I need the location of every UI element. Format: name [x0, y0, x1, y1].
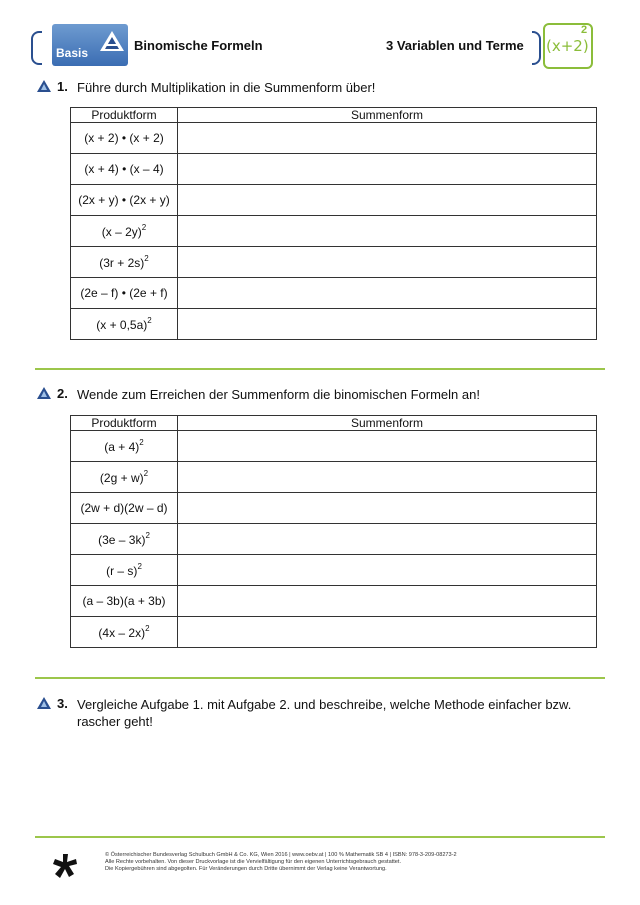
publisher-logo-icon	[50, 852, 80, 882]
product-form-cell	[71, 216, 178, 247]
table-row	[71, 278, 597, 309]
formula-logo-exponent: 2	[581, 24, 588, 36]
sum-form-answer-cell[interactable]	[178, 309, 597, 340]
task1-instruction: Führe durch Multiplikation in die Summenform über!	[77, 80, 376, 95]
product-form-term: (4x – 2x)	[98, 626, 146, 640]
section-divider	[35, 368, 605, 370]
table-row	[71, 555, 597, 586]
table-row	[71, 462, 597, 493]
product-form-term: (x + 2) • (x + 2)	[84, 131, 164, 145]
task1-table	[70, 107, 597, 340]
task2-table	[70, 415, 597, 648]
product-form-term: (x + 4) • (x – 4)	[84, 162, 164, 176]
exponent: 2	[143, 469, 149, 478]
sum-form-answer-cell[interactable]	[178, 586, 597, 617]
level-badge-label: Basis	[56, 46, 89, 60]
section-divider	[35, 836, 605, 838]
table-row	[71, 309, 597, 340]
table-header-row	[71, 108, 597, 123]
product-form-cell	[71, 309, 178, 340]
task2-number: 2.	[57, 386, 68, 401]
product-form-cell	[71, 431, 178, 462]
column-header-product: Produktform	[71, 416, 178, 431]
formula-logo-base: (x+2)	[546, 37, 589, 55]
sum-form-answer-cell[interactable]	[178, 493, 597, 524]
exponent: 2	[145, 531, 150, 540]
task1-number: 1.	[57, 79, 68, 94]
chapter-title: 3 Variablen und Terme	[386, 38, 524, 53]
exponent: 2	[147, 316, 152, 325]
sum-form-answer-cell[interactable]	[178, 278, 597, 309]
product-form-cell	[71, 185, 178, 216]
table-row	[71, 586, 597, 617]
product-form-cell	[71, 555, 178, 586]
table-row	[71, 617, 597, 648]
footer-copyright	[105, 852, 565, 873]
table-row	[71, 431, 597, 462]
triangle-level-icon	[37, 697, 51, 709]
column-header-sum: Summenform	[178, 416, 597, 431]
column-header-product: Produktform	[71, 108, 178, 123]
product-form-term: (x – 2y)	[101, 225, 142, 239]
sum-form-answer-cell[interactable]	[178, 216, 597, 247]
product-form-term: (2x + y) • (2x + y)	[78, 193, 170, 207]
exponent: 2	[137, 562, 142, 571]
product-form-cell	[71, 524, 178, 555]
sum-form-answer-cell[interactable]	[178, 154, 597, 185]
section-divider	[35, 677, 605, 679]
sum-form-answer-cell[interactable]	[178, 123, 597, 154]
product-form-cell	[71, 278, 178, 309]
exponent: 2	[145, 624, 150, 633]
task3-instruction-line2: rascher geht!	[77, 714, 153, 729]
triangle-level-icon	[37, 387, 51, 399]
exponent: 2	[139, 438, 144, 447]
product-form-term: (3e – 3k)	[98, 533, 146, 547]
triangle-level-icon	[37, 80, 51, 92]
worksheet-title: Binomische Formeln	[134, 38, 263, 53]
sum-form-answer-cell[interactable]	[178, 247, 597, 278]
task2-instruction: Wende zum Erreichen der Summenform die binomischen Formeln an!	[77, 387, 480, 402]
column-header-sum: Summenform	[178, 108, 597, 123]
sum-form-answer-cell[interactable]	[178, 431, 597, 462]
table-header-row	[71, 416, 597, 431]
table-row	[71, 185, 597, 216]
product-form-term: (x + 0,5a)	[96, 318, 148, 332]
product-form-cell	[71, 617, 178, 648]
product-form-term: (3r + 2s)	[99, 256, 145, 270]
sum-form-answer-cell[interactable]	[178, 462, 597, 493]
product-form-cell	[71, 247, 178, 278]
exponent: 2	[144, 254, 149, 263]
product-form-cell	[71, 123, 178, 154]
product-form-cell	[71, 154, 178, 185]
table-row	[71, 216, 597, 247]
table-row	[71, 123, 597, 154]
task3-number: 3.	[57, 696, 68, 711]
product-form-term: (r – s)	[106, 564, 138, 578]
footer-line3: Die Kopiergebühren sind abgegolten. Für Veränderungen durch Dritte übernimmt der Verlag keine Verantwortung.	[105, 866, 387, 872]
sum-form-answer-cell[interactable]	[178, 617, 597, 648]
sum-form-answer-cell[interactable]	[178, 555, 597, 586]
product-form-cell	[71, 462, 178, 493]
table-row	[71, 154, 597, 185]
sum-form-answer-cell[interactable]	[178, 524, 597, 555]
sum-form-answer-cell[interactable]	[178, 185, 597, 216]
table-row	[71, 247, 597, 278]
product-form-cell	[71, 586, 178, 617]
level-triangle-icon	[99, 30, 125, 52]
product-form-term: (a – 3b)(a + 3b)	[82, 594, 166, 608]
product-form-term: (2w + d)(2w – d)	[80, 501, 168, 515]
table-row	[71, 493, 597, 524]
product-form-term: (a + 4)	[104, 440, 140, 454]
table-row	[71, 524, 597, 555]
footer-line2: Alle Rechte vorbehalten. Von dieser Druckvorlage ist die Vervielfältigung für den eigenen Unterrichtsgebrauch gestattet.	[105, 859, 402, 865]
footer-line1: © Österreichischer Bundesverlag Schulbuch GmbH & Co. KG, Wien 2016 | www.oebv.at | 100 % Mathematik SB 4 | ISBN: 978-3-209-08273-2	[105, 852, 457, 858]
exponent: 2	[141, 223, 147, 232]
product-form-term: (2g + w)	[99, 471, 144, 485]
product-form-cell	[71, 493, 178, 524]
product-form-term: (2e – f) • (2e + f)	[80, 286, 168, 300]
task3-instruction-line1: Vergleiche Aufgabe 1. mit Aufgabe 2. und beschreibe, welche Methode einfacher bzw.	[77, 697, 572, 712]
